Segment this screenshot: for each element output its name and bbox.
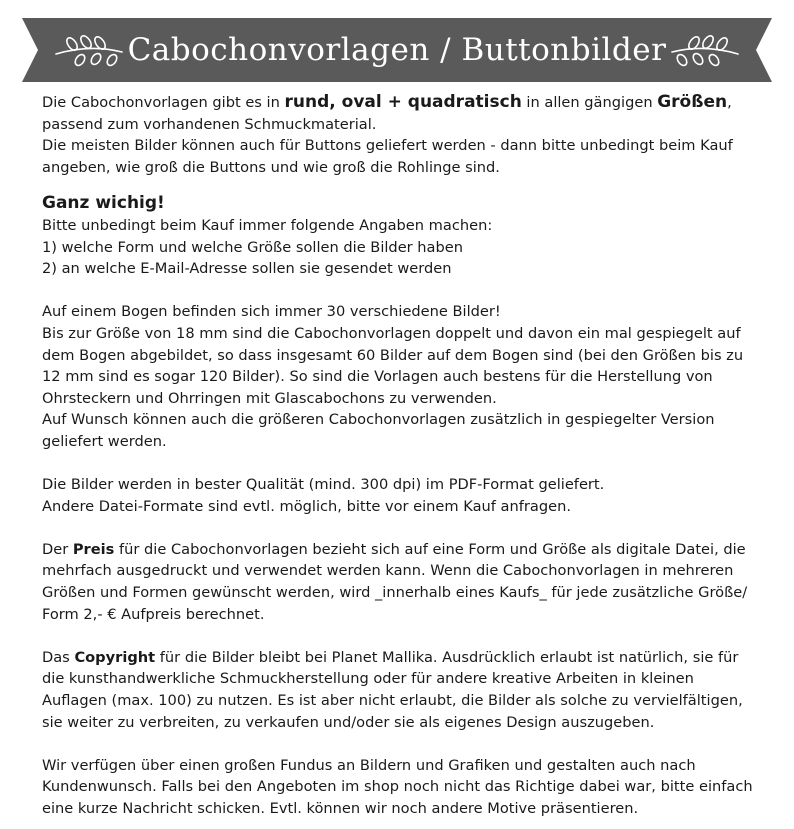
quality-text: Andere Datei-Formate sind evtl. möglich, bitte vor einem Kauf anfragen.	[42, 497, 571, 515]
intro-text: Die Cabochonvorlagen gibt es in	[42, 94, 285, 111]
intro-text: passend zum vorhandenen Schmuckmaterial.	[42, 115, 377, 133]
quality-paragraph	[42, 474, 762, 517]
copyright-paragraph	[42, 647, 762, 733]
price-keyword: Preis	[72, 540, 115, 558]
closing-paragraph	[42, 755, 762, 820]
sheet-text: Auf Wunsch können auch die größeren Cabochonvorlagen zusätzlich in gespiegelter Version geliefert werden.	[42, 411, 715, 450]
price-text: für die Cabochonvorlagen bezieht sich auf eine Form und Größe als digitale Datei, die mehrfach ausgedruckt und verwendet werden kann. Wenn die Cabochonvorlagen in mehreren Größen und Formen gewünscht werden, wird _innerhalb eines Kaufs_ für jede zusätzliche Größe/ Form 2,- € Aufpreis berechnet.	[42, 540, 748, 623]
intro-text: Die meisten Bilder können auch für Buttons geliefert werden - dann bitte unbedingt beim Kauf angeben, wie groß die Buttons und wie groß die Rohlinge sind.	[42, 137, 733, 176]
sizes-highlight: Größen	[657, 92, 728, 112]
intro-text: in allen gängigen	[521, 94, 658, 111]
important-text: 2) an welche E-Mail-Adresse sollen sie gesendet werden	[42, 260, 452, 278]
info-text	[42, 92, 762, 820]
price-paragraph	[42, 539, 762, 625]
copyright-text: Das	[42, 648, 75, 666]
price-text: Der	[42, 540, 73, 558]
sheet-paragraph	[42, 301, 762, 452]
important-text: 1) welche Form und welche Größe sollen die Bilder haben	[42, 238, 463, 256]
sheet-text: Bis zur Größe von 18 mm sind die Cabochonvorlagen doppelt und davon ein mal gespiegelt auf dem Bogen abgebildet, so dass insgesamt 60 Bilder auf dem Bogen sind (bei den Größen bis zu 12 mm sind es sogar 120 Bilder). So sind die Vorlagen auch bestens für die Herstellung von Ohrsteckern und Ohrringen mit Glascabochons zu verwenden.	[42, 324, 744, 407]
quality-text: Die Bilder werden in bester Qualität (mind. 300 dpi) im PDF-Format geliefert.	[42, 476, 605, 494]
important-text: Bitte unbedingt beim Kauf immer folgende Angaben machen:	[42, 216, 493, 234]
intro-text: ,	[727, 94, 732, 111]
shapes-highlight: rund, oval + quadratisch	[284, 92, 522, 112]
closing-text: Wir verfügen über einen großen Fundus an Bildern und Grafiken und gestalten auch nach Kundenwunsch. Falls bei den Angeboten im shop noch nicht das Richtige dabei war, bitte einfach eine kurze Nachricht schicken. Evtl. können wir noch andere Motive präsentieren.	[42, 756, 753, 817]
page-title: Cabochonvorlagen / Buttonbilder	[127, 32, 667, 68]
copyright-keyword: Copyright	[74, 648, 156, 666]
sheet-text: Auf einem Bogen befinden sich immer 30 verschiedene Bilder!	[42, 303, 501, 321]
important-paragraph	[42, 192, 762, 279]
important-heading: Ganz wichig!	[42, 193, 165, 214]
intro-paragraph	[42, 92, 762, 178]
copyright-text: für die Bilder bleibt bei Planet Mallika. Ausdrücklich erlaubt ist natürlich, sie für die kunsthandwerkliche Schmuckherstellung oder für andere kreative Arbeiten in kleinen Auflagen (max. 100) zu nutzen. Es ist aber nicht erlaubt, die Bilder als solche zu vervielfältigen, sie weiter zu verbreiten, zu verkaufen und/oder sie als eigenes Design auszugeben.	[42, 648, 743, 731]
